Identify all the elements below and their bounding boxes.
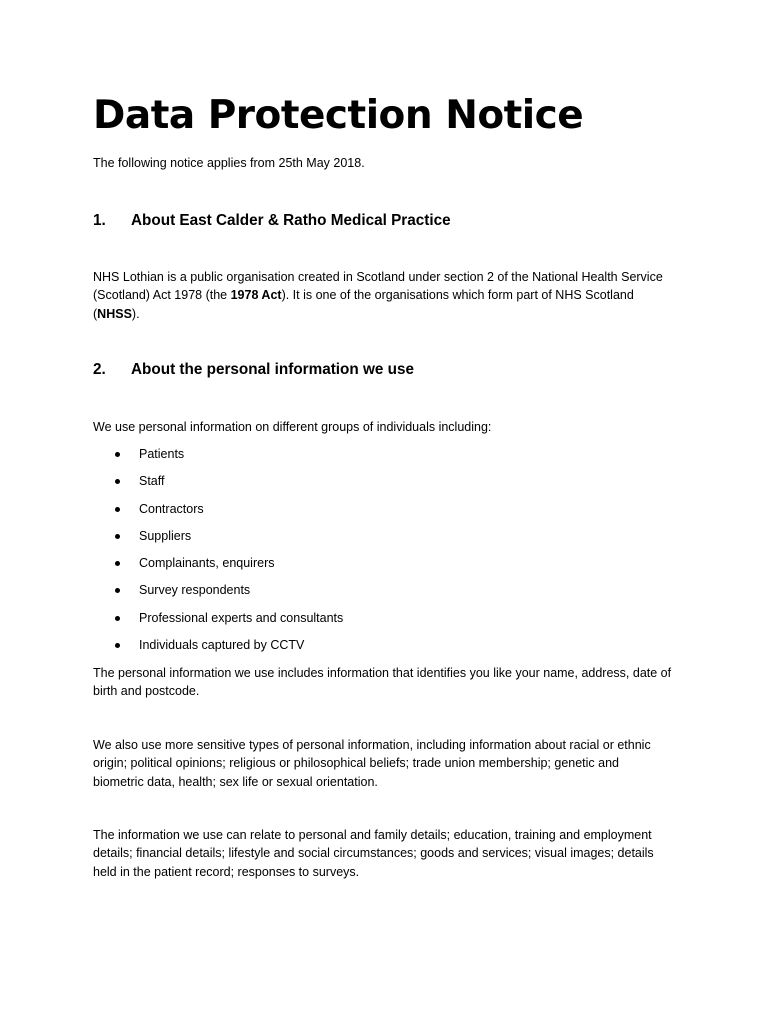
intro-text: The following notice applies from 25th May 2018. (93, 156, 365, 170)
bullet-icon (115, 479, 120, 484)
document-page: Data Protection Notice The following notice applies from 25th May 2018. 1. About East Calder & Ratho Medical Practice NHS Lothian is a public organisation created in Scotland under section 2 of the National Health Service (Scotland) Act 1978 (the 1978 Act). It is one of the organisations which form part of NHS Scotland (NHSS). 2. About the personal information we use We use personal information on different groups of individuals including: Patients Staff Contractors Suppliers Complainants, enquirers Survey respondents Professional experts and consultants Individuals captured by CCTV The personal information we use includes information that identifies you like your name, address, date of birth and postcode. We also use more sensitive types of personal information, including information about racial or ethnic origin; political opinions; religious or philosophical beliefs; trade union membership; genetic and biometric data, health; sex life or sexual orientation. The information we use can relate to personal and family details; education, training and employment details; financial details; lifestyle and social circumstances; goods and services; visual images; details held in the patient record; responses to surveys. (0, 0, 770, 1024)
bullet-icon (115, 643, 120, 648)
act-defined-term: 1978 Act (230, 288, 282, 303)
bullet-icon (115, 452, 120, 457)
section-1-heading (93, 211, 451, 231)
bullet-icon (115, 507, 120, 512)
nhss-defined-term: NHSS (97, 306, 132, 321)
section-1-text-b: ). It is one of the organisations which form part of NHS Scotland ( (93, 288, 634, 321)
section-1-number: 1. (93, 212, 106, 229)
info-categories-paragraph: The information we use can relate to personal and family details; education, training and employment details; financial details; lifestyle and social circumstances; goods and services; visual images; details held in the patient record; responses to surveys. (93, 828, 654, 879)
section-2-lead: We use personal information on different groups of individuals including: (93, 420, 492, 434)
section-1-text-a: NHS Lothian is a public organisation created in Scotland under section 2 of the National Health Service (Scotland) Act 1978 (the (93, 270, 663, 303)
section-1-title: About East Calder & Ratho Medical Practice (131, 212, 451, 229)
bullet-icon (115, 588, 120, 593)
page-title: Data Protection Notice (93, 93, 584, 138)
bullet-icon (115, 561, 120, 566)
section-1-text-c: ). (131, 306, 140, 321)
bullet-icon (115, 534, 120, 539)
section-2-heading (93, 360, 414, 380)
section-2-title: About the personal information we use (131, 361, 415, 378)
bullet-icon (115, 616, 120, 621)
section-1-paragraph (93, 268, 673, 323)
sensitive-info-paragraph: We also use more sensitive types of personal information, including information about racial or ethnic origin; political opinions; religious or philosophical beliefs; trade union membership; genetic and biometric data, health; sex life or sexual orientation. (93, 738, 651, 789)
identifying-info-paragraph: The personal information we use includes information that identifies you like your name, address, date of birth and postcode. (93, 666, 672, 699)
section-2-number: 2. (93, 361, 106, 378)
